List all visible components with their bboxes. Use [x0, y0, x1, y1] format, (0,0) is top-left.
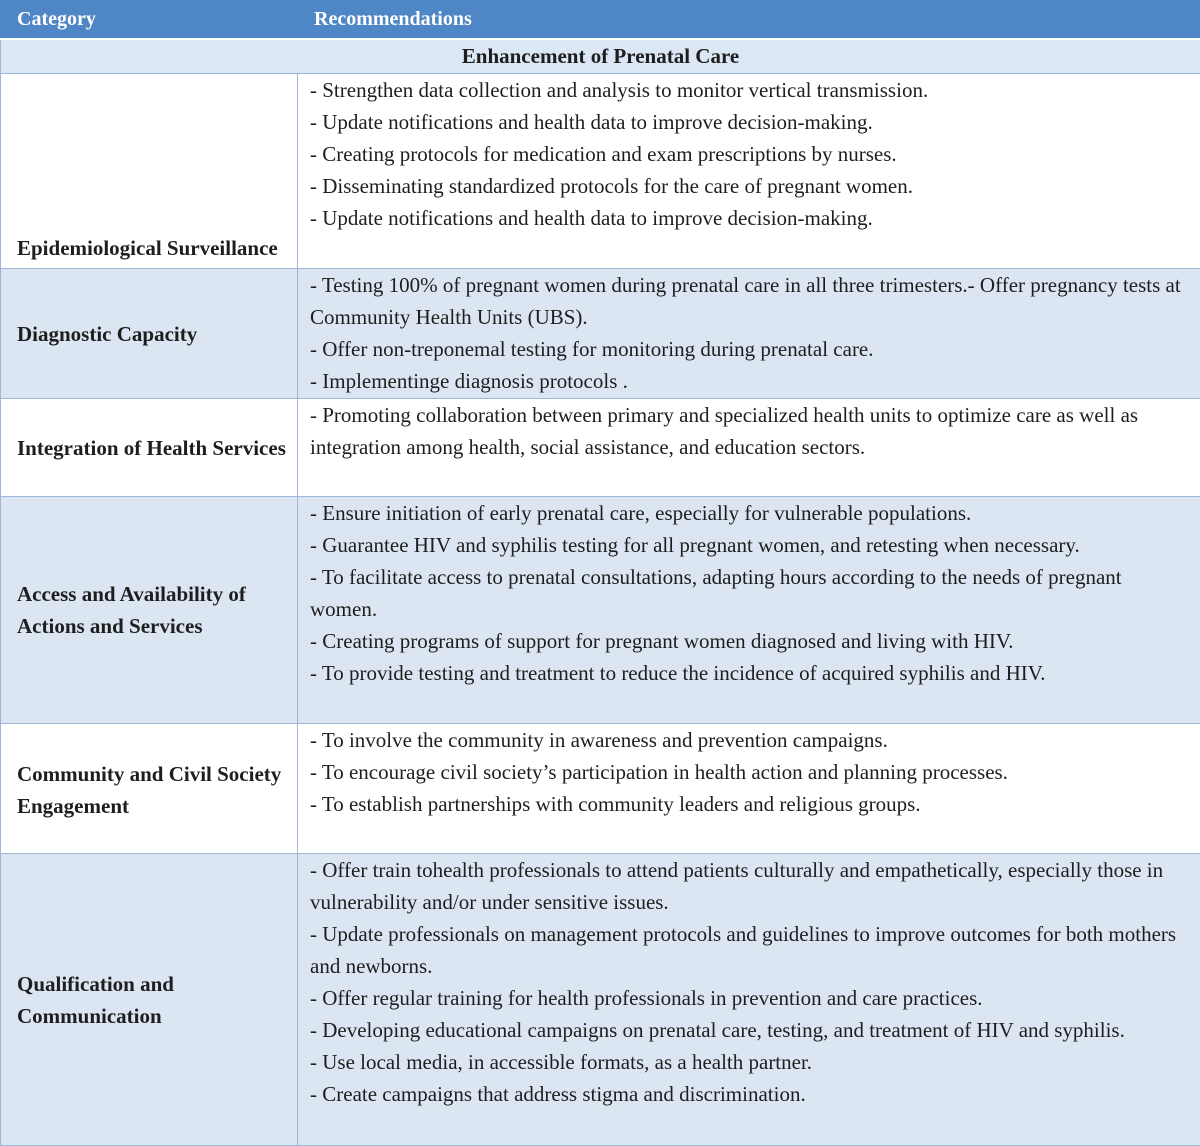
recommendation-item: - Guarantee HIV and syphilis testing for all pregnant women, and retesting when necessary.: [310, 529, 1192, 561]
recommendation-item: - Offer non-treponemal testing for monitoring during prenatal care.: [310, 333, 1192, 365]
recommendation-item: - Promoting collaboration between primary and specialized health units to optimize care as well as integration among health, social assistance, and education sectors.: [310, 399, 1192, 463]
category-cell: [1, 399, 298, 497]
recommendation-item: - Disseminating standardized protocols for the care of pregnant women.: [310, 170, 1192, 202]
recommendation-item: - Update notifications and health data to improve decision-making.: [310, 106, 1192, 138]
section-row: [1, 39, 1200, 74]
recommendation-item: - Use local media, in accessible formats, as a health partner.: [310, 1046, 1192, 1078]
category-cell: [1, 269, 298, 399]
recommendation-item: - Ensure initiation of early prenatal care, especially for vulnerable populations.: [310, 497, 1192, 529]
table-row: [1, 74, 1200, 269]
category-cell: [1, 497, 298, 724]
category-label: Integration of Health Services: [17, 432, 287, 464]
recommendations-cell: [298, 724, 1200, 854]
category-label: Access and Availability of Actions and Services: [17, 578, 287, 642]
recommendation-item: - To encourage civil society’s participation in health action and planning processes.: [310, 756, 1192, 788]
table-row: [1, 269, 1200, 399]
recommendations-header: Recommendations: [298, 1, 1200, 40]
table-row: [1, 497, 1200, 724]
table-row: [1, 854, 1200, 1146]
recommendation-item: - Testing 100% of pregnant women during prenatal care in all three trimesters.- Offer pregnancy tests at Community Health Units (UBS).: [310, 269, 1192, 333]
category-label: Epidemiological Surveillance: [17, 232, 287, 264]
category-label: Community and Civil Society Engagement: [17, 758, 287, 822]
recommendation-item: - Offer train tohealth professionals to attend patients culturally and empathetically, especially those in vulnerability and/or under sensitive issues.: [310, 854, 1192, 918]
recommendation-item: - Strengthen data collection and analysis to monitor vertical transmission.: [310, 74, 1192, 106]
header-row: [1, 1, 1200, 40]
recommendation-item: - To involve the community in awareness and prevention campaigns.: [310, 724, 1192, 756]
recommendation-item: - Create campaigns that address stigma and discrimination.: [310, 1078, 1192, 1110]
recommendation-item: - Update notifications and health data to improve decision-making.: [310, 202, 1192, 234]
recommendations-cell: [298, 399, 1200, 497]
recommendation-item: - Implementinge diagnosis protocols .: [310, 365, 1192, 397]
recommendation-item: - Creating protocols for medication and exam prescriptions by nurses.: [310, 138, 1192, 170]
recommendations-cell: [298, 497, 1200, 724]
table-row: [1, 724, 1200, 854]
recommendation-item: - Creating programs of support for pregnant women diagnosed and living with HIV.: [310, 625, 1192, 657]
section-title: Enhancement of Prenatal Care: [1, 39, 1200, 74]
recommendation-item: - To provide testing and treatment to reduce the incidence of acquired syphilis and HIV.: [310, 657, 1192, 689]
category-label: Qualification and Communication: [17, 968, 287, 1032]
recommendation-item: - Developing educational campaigns on prenatal care, testing, and treatment of HIV and syphilis.: [310, 1014, 1192, 1046]
category-cell: [1, 724, 298, 854]
category-header: Category: [1, 1, 298, 40]
recommendations-cell: [298, 854, 1200, 1146]
table-row: [1, 399, 1200, 497]
recommendations-cell: [298, 269, 1200, 399]
recommendations-cell: [298, 74, 1200, 269]
category-cell: [1, 74, 298, 269]
category-label: Diagnostic Capacity: [17, 318, 287, 350]
recommendation-item: - Offer regular training for health professionals in prevention and care practices.: [310, 982, 1192, 1014]
category-cell: [1, 854, 298, 1146]
recommendation-item: - To facilitate access to prenatal consultations, adapting hours according to the needs of pregnant women.: [310, 561, 1192, 625]
recommendation-item: - Update professionals on management protocols and guidelines to improve outcomes for both mothers and newborns.: [310, 918, 1192, 982]
recommendation-item: - To establish partnerships with community leaders and religious groups.: [310, 788, 1192, 820]
